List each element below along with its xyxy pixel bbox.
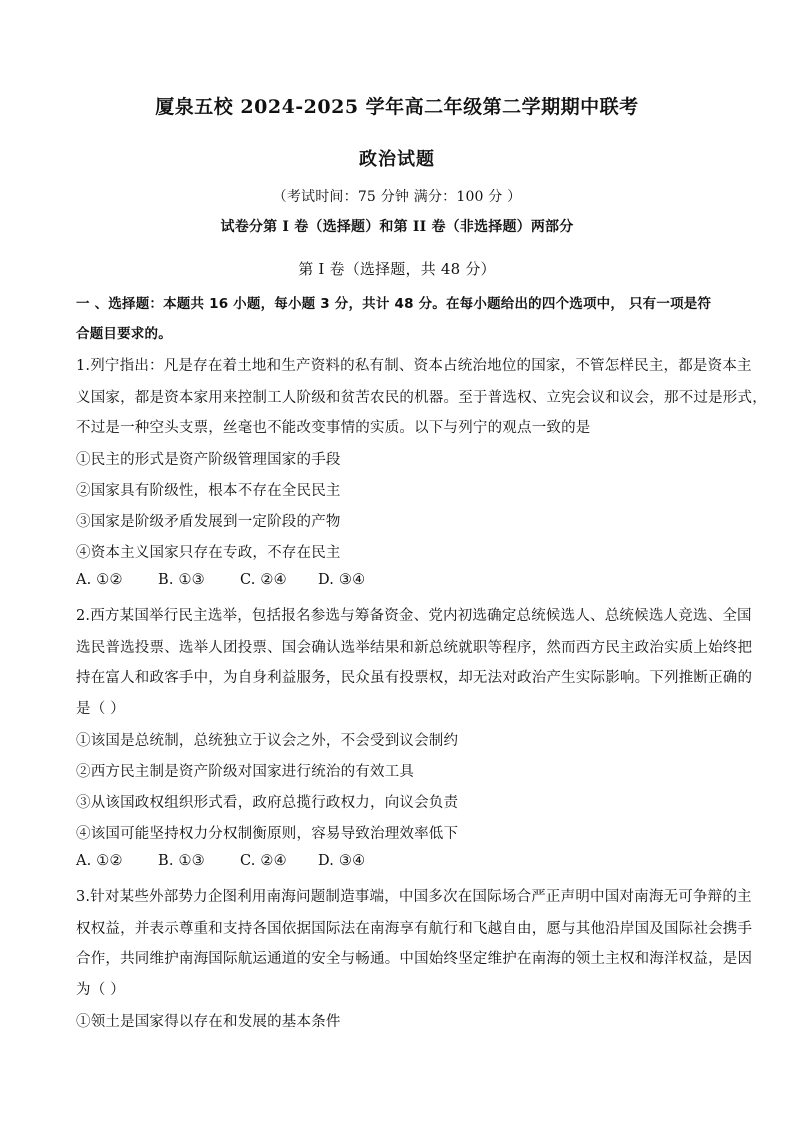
q2-item-1: ①该国是总统制，总统独立于议会之外，不会受到议会制约 xyxy=(76,733,459,749)
q2-option-b[interactable]: B. ①③ xyxy=(158,853,205,869)
q1-option-c[interactable]: C. ②④ xyxy=(240,572,287,588)
q3-stem-line-3: 合作，共同维护南海国际航运通道的安全与畅通。中国始终坚定维护在南海的领土主权和海洋权益，是因 xyxy=(76,951,753,967)
q1-option-b[interactable]: B. ①③ xyxy=(158,572,205,588)
q2-stem-line-1: 2.西方某国举行民主选举，包括报名参选与筹备资金、党内初选确定总统候选人、总统候选人竞选、全国 xyxy=(76,608,752,624)
exam-title: 厦泉五校 2024-2025 学年高二年级第二学期期中联考 xyxy=(155,96,639,118)
exam-subject: 政治试题 xyxy=(359,149,435,170)
q2-item-2: ②西方民主制是资产阶级对国家进行统治的有效工具 xyxy=(76,764,415,780)
q3-stem-line-4: 为（ ） xyxy=(76,982,125,998)
q2-stem-line-4: 是（ ） xyxy=(76,701,125,717)
q2-stem-line-2: 选民普选投票、选举人团投票、国会确认选举结果和新总统就职等程序，然而西方民主政治实质上始终把 xyxy=(76,640,753,656)
exam-structure-note: 试卷分第 I 卷（选择题）和第 II 卷（非选择题）两部分 xyxy=(220,219,574,235)
q1-item-1: ①民主的形式是资产阶级管理国家的手段 xyxy=(76,452,341,468)
q1-options xyxy=(76,572,365,588)
q1-stem-line-3: 不过是一种空头支票，丝毫也不能改变事情的实质。以下与列宁的观点一致的是 xyxy=(76,420,591,436)
q2-option-c[interactable]: C. ②④ xyxy=(240,853,287,869)
q3-stem-line-2: 权权益，并表示尊重和支持各国依据国际法在南海享有航行和飞越自由，愿与其他沿岸国及国际社会携手 xyxy=(76,921,753,937)
q2-stem-line-3: 持在富人和政客手中，为自身利益服务，民众虽有投票权，却无法对政治产生实际影响。下列推断正确的 xyxy=(76,670,753,686)
q1-option-d[interactable]: D. ③④ xyxy=(318,572,366,588)
q1-stem-line-2: 义国家，都是资本家用来控制工人阶级和贫苦农民的机器。至于普选权、立宪会议和议会，那不过是形式， xyxy=(76,390,767,406)
q1-option-a[interactable]: A. ①② xyxy=(76,572,123,588)
exam-time-info: （考试时间：75 分钟 满分：100 分 ） xyxy=(272,189,522,205)
q2-option-d[interactable]: D. ③④ xyxy=(318,853,366,869)
q2-item-3: ③从该国政权组织形式看，政府总揽行政权力，向议会负责 xyxy=(76,795,459,811)
section-instructions-line-2: 合题目要求的。 xyxy=(76,326,172,342)
q2-options xyxy=(76,853,365,869)
q1-item-4: ④资本主义国家只存在专政，不存在民主 xyxy=(76,545,341,561)
q3-item-1: ①领土是国家得以存在和发展的基本条件 xyxy=(76,1014,341,1030)
q1-stem-line-1: 1.列宁指出：凡是存在着土地和生产资料的私有制、资本占统治地位的国家，不管怎样民主，都是资本主 xyxy=(76,358,752,374)
q2-item-4: ④该国可能坚持权力分权制衡原则，容易导致治理效率低下 xyxy=(76,826,459,842)
q3-stem-line-1: 3.针对某些外部势力企图利用南海问题制造事端，中国多次在国际场合严正声明中国对南海无可争辩的主 xyxy=(76,889,752,905)
q2-option-a[interactable]: A. ①② xyxy=(76,853,123,869)
section-instructions-line-1: 一 、选择题：本题共 16 小题，每小题 3 分，共计 48 分。在每小题给出的四个选项中， 只有一项是符 xyxy=(76,296,712,312)
part-one-heading: 第 I 卷（选择题，共 48 分） xyxy=(298,260,496,278)
q1-item-2: ②国家具有阶级性，根本不存在全民民主 xyxy=(76,483,341,499)
q1-item-3: ③国家是阶级矛盾发展到一定阶段的产物 xyxy=(76,514,341,530)
